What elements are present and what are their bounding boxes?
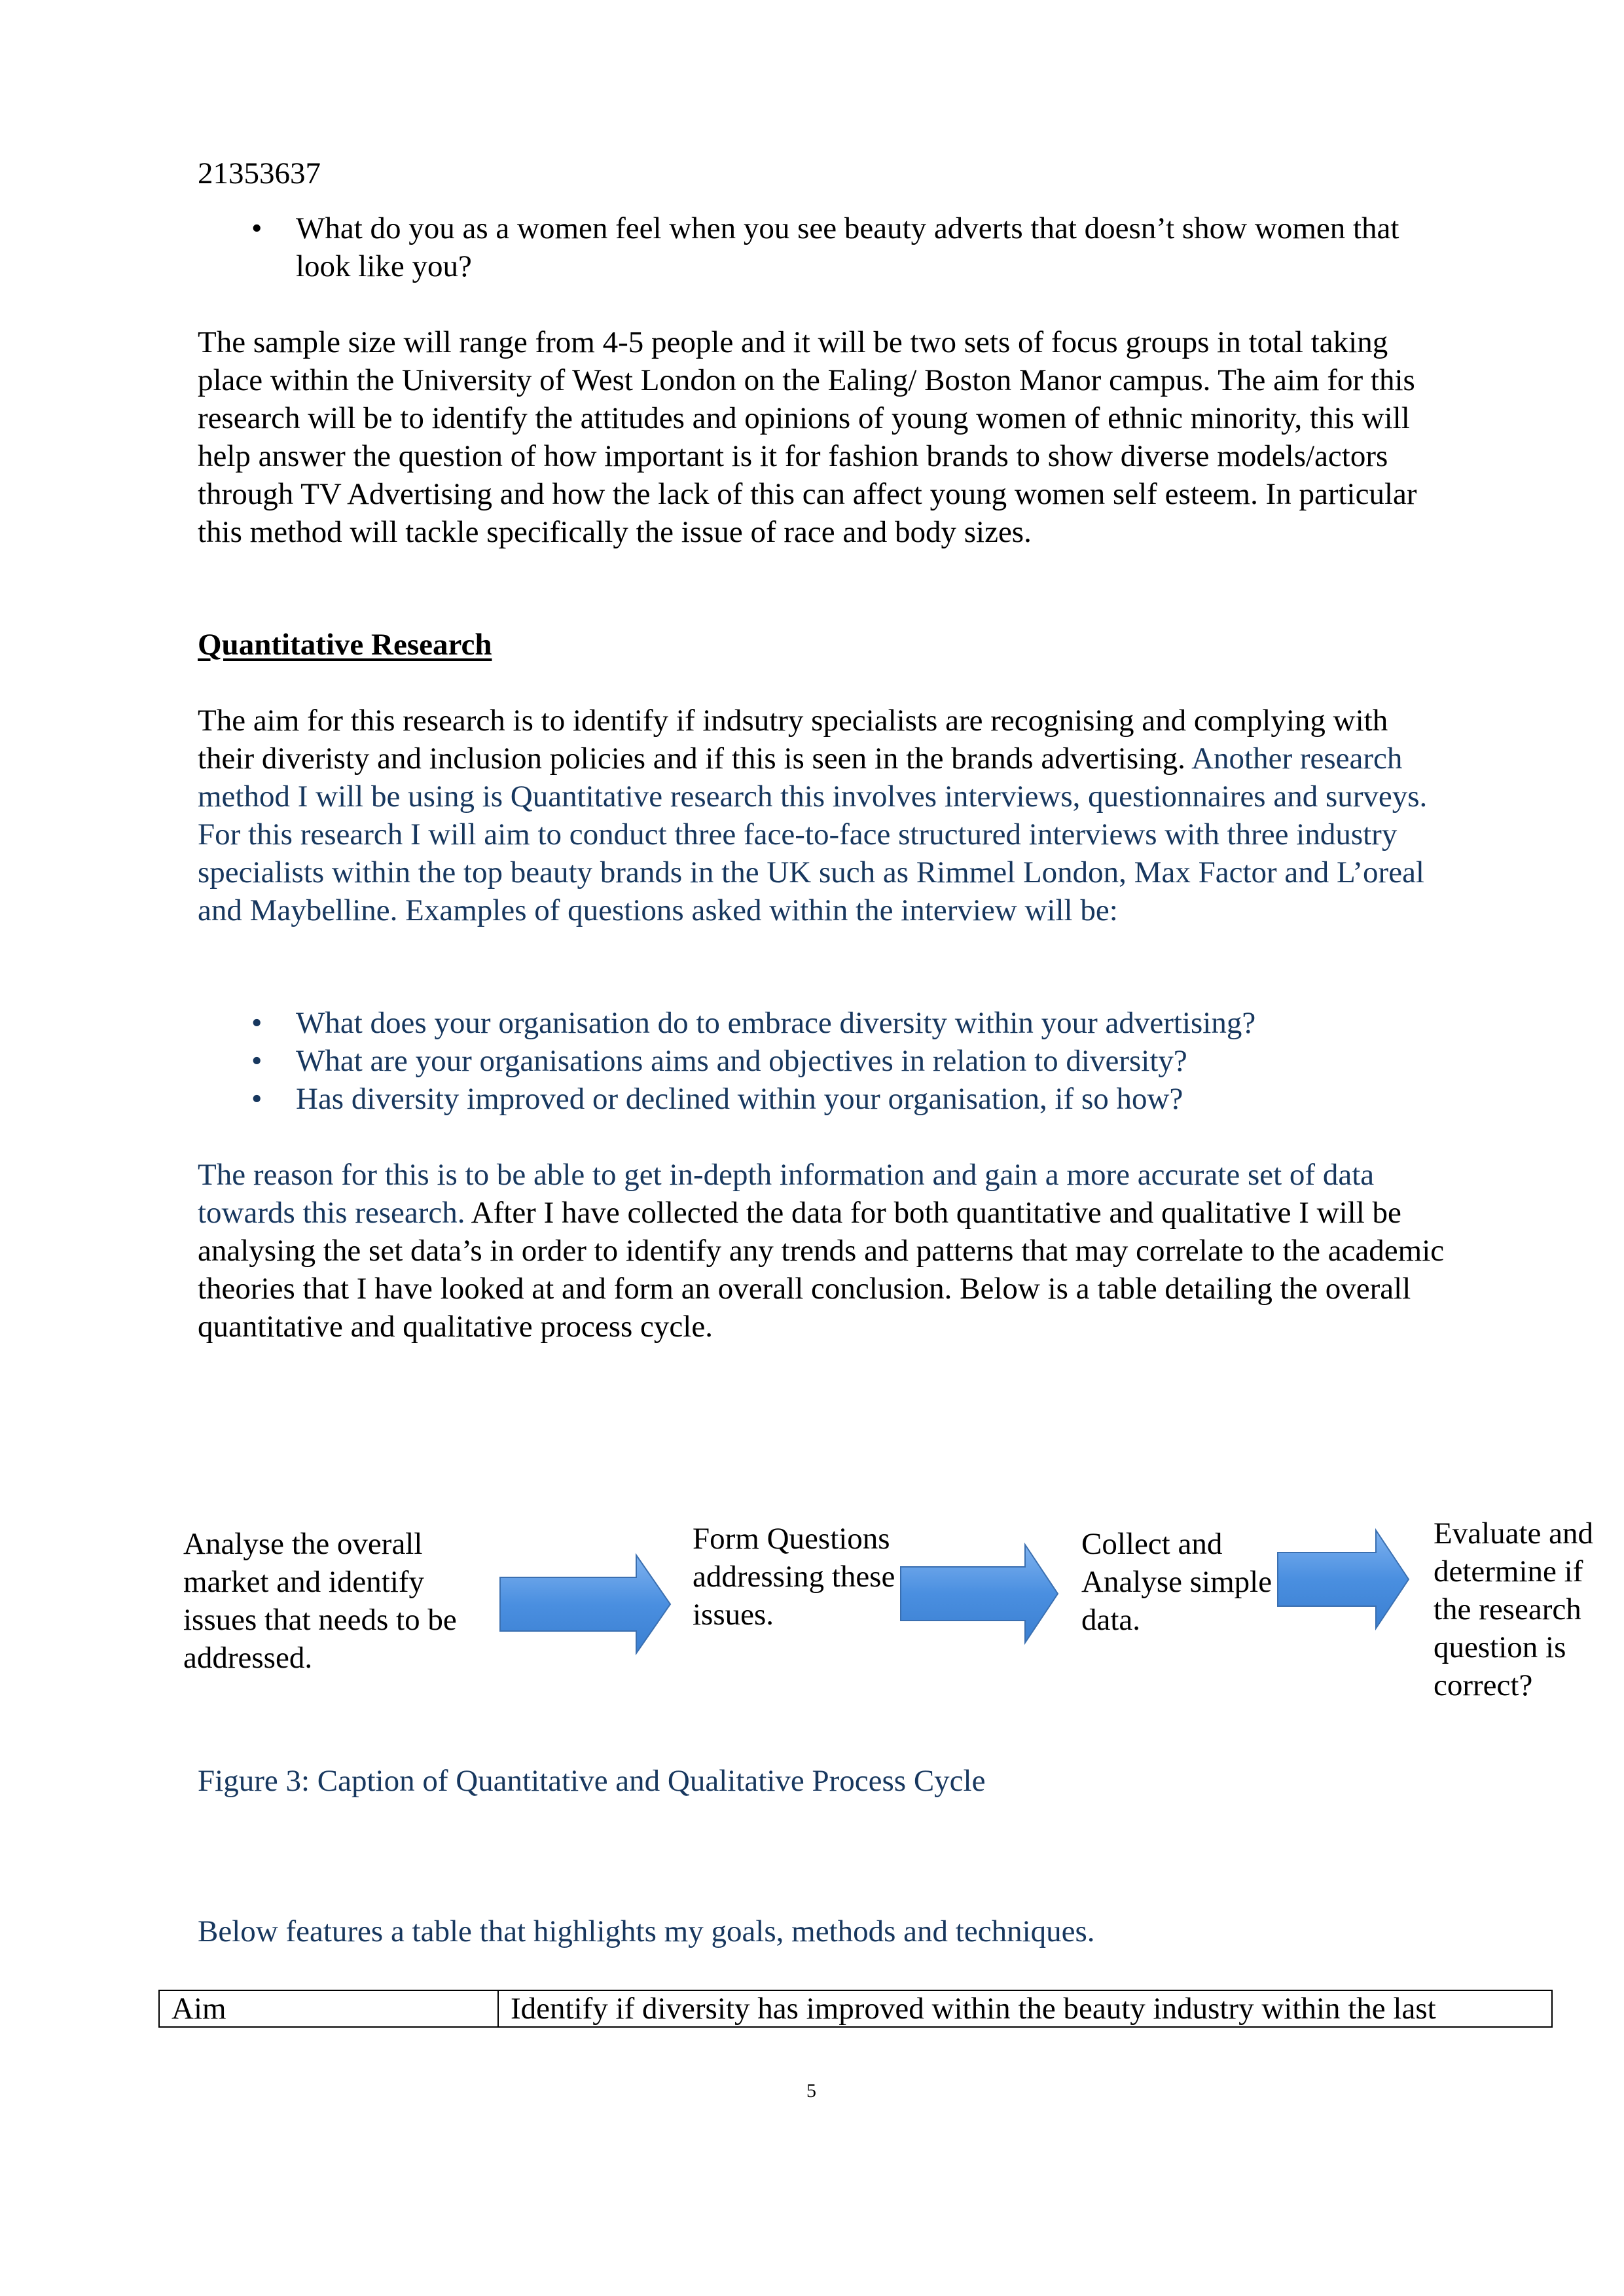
bullet-icon: •: [251, 1044, 262, 1078]
closing-reason-text: The reason for this is to be able to get in-depth information and gain a more accurate set of data towards this research.: [198, 1158, 1375, 1230]
interview-question: What are your organisations aims and objectives in relation to diversity?: [296, 1044, 1187, 1078]
bullet-icon: •: [251, 1006, 262, 1040]
bullet-icon: •: [251, 1082, 262, 1116]
interview-question-list: [198, 1004, 1454, 1118]
list-item: [198, 1080, 1454, 1118]
quantitative-intro-paragraph: [198, 702, 1441, 929]
table-cell-value: Identify if diversity has improved within the beauty industry within the last: [498, 1990, 1552, 2027]
list-item: [198, 1042, 1454, 1080]
process-step-2: Form Questions addressing these issues.: [693, 1522, 895, 1632]
sample-size-paragraph: The sample size will range from 4-5 people and it will be two sets of focus groups in total taking place within the University of West London on the Ealing/ Boston Manor campus. The aim for this research will be to identify the attitudes and opinions of young women of ethnic minority, this will help answer the question of how important is it for fashion brands to show diverse models/actors through TV Advertising and how the lack of this can affect young women self esteem. In particular this method will tackle specifically the issue of race and body sizes.: [198, 325, 1417, 549]
closing-analysis-text: After I have collected the data for both quantitative and qualitative I will be analysing the set data’s in order to identify any trends and patterns that may correlate to the academic theories that I have looked at and form an overall conclusion. Below is a table detailing the overall quantitative and qualitative process cycle.: [198, 1196, 1445, 1344]
closing-paragraph: [198, 1156, 1461, 1346]
qualitative-question: What do you as a women feel when you see beauty adverts that doesn’t show women that look like you?: [296, 211, 1399, 283]
list-item: [198, 1004, 1454, 1042]
qualitative-question-list: [198, 209, 1454, 285]
goals-intro: Below features a table that highlights my goals, methods and techniques.: [198, 1914, 1095, 1948]
arrow-right-icon: [1274, 1528, 1411, 1631]
process-step-4: Evaluate and determine if the research question is correct?: [1434, 1516, 1594, 1702]
bullet-icon: •: [251, 211, 262, 245]
intro-method-text: Another research method I will be using is Quantitative research this involves interviews, questionnaires and surveys. For this research I will aim to conduct three face-to-face structured interviews with three industry specialists within the top beauty brands in the UK such as Rimmel London, Max Factor and L’oreal and Maybelline. Examples of questions asked within the interview will be:: [198, 742, 1428, 927]
list-item: [198, 209, 1454, 285]
interview-question: Has diversity improved or declined within your organisation, if so how?: [296, 1082, 1183, 1116]
section-heading: Quantitative Research: [198, 628, 492, 662]
page-number: 5: [806, 2080, 816, 2102]
interview-question: What does your organisation do to embrace diversity within your advertising?: [296, 1006, 1256, 1040]
intro-aim-text: The aim for this research is to identify if indsutry specialists are recognising and complying with their diveristy and inclusion policies and if this is seen in the brands advertising.: [198, 704, 1388, 776]
student-id: 21353637: [198, 156, 321, 190]
table-cell-label: Aim: [159, 1990, 498, 2027]
arrow-right-icon: [496, 1552, 673, 1656]
arrow-right-icon: [897, 1542, 1060, 1645]
process-step-1: Analyse the overall market and identify issues that needs to be addressed.: [183, 1527, 457, 1675]
process-step-3: Collect and Analyse simple data.: [1081, 1527, 1272, 1637]
figure-caption: Figure 3: Caption of Quantitative and Qualitative Process Cycle: [198, 1764, 986, 1798]
table-row: [159, 1990, 1552, 2027]
goals-table: [158, 1990, 1553, 2028]
